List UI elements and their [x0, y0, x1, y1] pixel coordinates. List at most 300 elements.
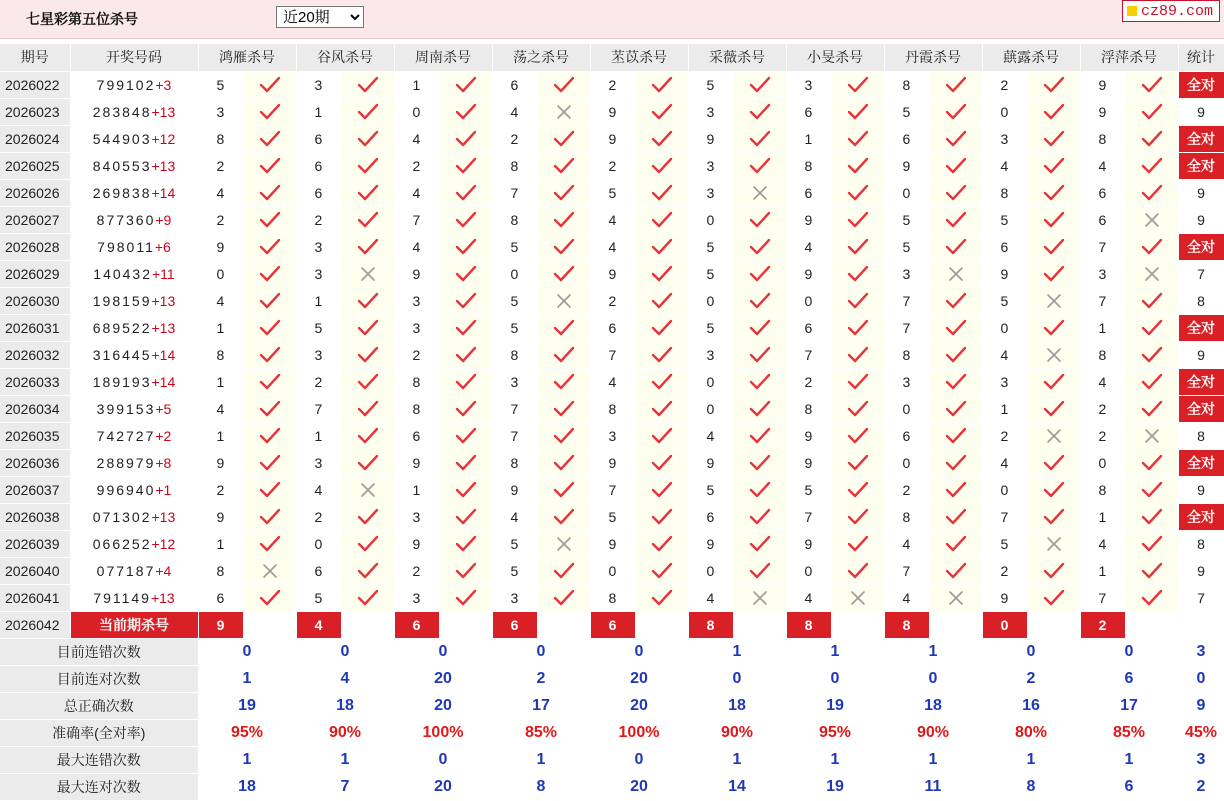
- result-mark-cell: [537, 314, 590, 341]
- cross-icon: [945, 589, 967, 607]
- result-mark-cell: [537, 395, 590, 422]
- check-icon: [1043, 508, 1065, 526]
- draw-extra: +13: [151, 292, 176, 309]
- result-mark-cell: [635, 125, 688, 152]
- kill-number-cell: 0: [688, 368, 733, 395]
- check-icon: [945, 373, 967, 391]
- draw-number-cell: [70, 179, 198, 206]
- result-mark-cell: [341, 260, 394, 287]
- draw-number-cell: [70, 287, 198, 314]
- cross-icon: [1043, 346, 1065, 364]
- table-row: [0, 503, 1224, 530]
- result-mark-cell: [733, 287, 786, 314]
- result-mark-cell: [439, 584, 492, 611]
- kill-number-cell: 6: [296, 125, 341, 152]
- result-mark-cell: [1027, 152, 1080, 179]
- kill-number-cell: 6: [884, 125, 929, 152]
- result-mark-cell: [733, 584, 786, 611]
- result-mark-cell: [635, 179, 688, 206]
- result-mark-cell: [929, 341, 982, 368]
- check-icon: [553, 400, 575, 418]
- result-mark-cell: [635, 287, 688, 314]
- check-icon: [259, 265, 281, 283]
- draw-number: 283848: [92, 103, 152, 120]
- kill-number-cell: 2: [394, 557, 439, 584]
- period-cell: 2026037: [0, 476, 70, 503]
- cross-icon: [357, 265, 379, 283]
- column-header-expert: 小旻杀号: [786, 44, 884, 71]
- result-mark-cell: [831, 584, 884, 611]
- result-mark-cell: [635, 71, 688, 98]
- kill-number-cell: 0: [982, 476, 1027, 503]
- stats-value: 1: [884, 746, 982, 773]
- kill-number-cell: 3: [982, 368, 1027, 395]
- stat-cell: 全对: [1178, 71, 1224, 98]
- result-mark-cell: [1125, 530, 1178, 557]
- check-icon: [847, 481, 869, 499]
- kill-number-cell: 4: [884, 530, 929, 557]
- result-mark-cell: [1027, 368, 1080, 395]
- result-mark-cell: [635, 395, 688, 422]
- kill-number-cell: 6: [590, 314, 635, 341]
- result-mark-cell: [733, 233, 786, 260]
- draw-number: 791149: [93, 589, 151, 606]
- kill-number-cell: 0: [492, 260, 537, 287]
- result-mark-cell: [243, 503, 296, 530]
- kill-number-cell: 3: [688, 341, 733, 368]
- kill-number-cell: 9: [1080, 98, 1125, 125]
- kill-number-cell: 5: [492, 314, 537, 341]
- result-mark-cell: [831, 260, 884, 287]
- check-icon: [553, 76, 575, 94]
- check-icon: [455, 589, 477, 607]
- kill-number-cell: 9: [394, 260, 439, 287]
- result-mark-cell: [1027, 260, 1080, 287]
- check-icon: [651, 535, 673, 553]
- stats-value: 20: [590, 665, 688, 692]
- kill-number-cell: 7: [590, 341, 635, 368]
- check-icon: [455, 481, 477, 499]
- kill-number-cell: 1: [1080, 557, 1125, 584]
- stats-value: 1: [198, 746, 296, 773]
- kill-number-cell: 8: [590, 584, 635, 611]
- kill-number-cell: 4: [1080, 368, 1125, 395]
- draw-number: 071302: [92, 508, 152, 525]
- check-icon: [259, 508, 281, 526]
- result-mark-cell: [929, 179, 982, 206]
- check-icon: [847, 292, 869, 310]
- stats-value: 19: [786, 773, 884, 800]
- result-mark-cell: [439, 287, 492, 314]
- draw-number-cell: [70, 395, 198, 422]
- stats-value: 18: [688, 692, 786, 719]
- kill-number-cell: 0: [590, 557, 635, 584]
- stats-value: 0: [982, 638, 1080, 665]
- kill-number-cell: 5: [688, 233, 733, 260]
- kill-number-cell: 3: [296, 233, 341, 260]
- kill-number-cell: 0: [198, 260, 243, 287]
- stat-cell: 全对: [1178, 152, 1224, 179]
- kill-number-cell: 9: [982, 260, 1027, 287]
- check-icon: [651, 481, 673, 499]
- result-mark-cell: [733, 314, 786, 341]
- stats-value: 7: [296, 773, 394, 800]
- check-icon: [259, 184, 281, 202]
- column-header-expert: 蕻露杀号: [982, 44, 1080, 71]
- column-header-expert: 谷风杀号: [296, 44, 394, 71]
- draw-extra: +4: [155, 562, 172, 579]
- check-icon: [651, 346, 673, 364]
- check-icon: [1043, 157, 1065, 175]
- stats-value: 0: [884, 665, 982, 692]
- result-mark-cell: [1125, 395, 1178, 422]
- kill-number-cell: 5: [688, 314, 733, 341]
- check-icon: [749, 76, 771, 94]
- kill-number-cell: 5: [982, 206, 1027, 233]
- result-mark-cell: [831, 287, 884, 314]
- draw-extra: +11: [152, 265, 175, 282]
- kill-number-cell: 6: [786, 314, 831, 341]
- stats-value: 14: [688, 773, 786, 800]
- check-icon: [651, 454, 673, 472]
- draw-number-cell: [70, 314, 198, 341]
- check-icon: [1141, 346, 1163, 364]
- result-mark-cell: [1027, 287, 1080, 314]
- kill-number-cell: 5: [884, 233, 929, 260]
- kill-number-cell: 1: [296, 422, 341, 449]
- check-icon: [259, 535, 281, 553]
- draw-number-cell: [70, 557, 198, 584]
- stat-cell: 全对: [1178, 233, 1224, 260]
- check-icon: [651, 589, 673, 607]
- result-mark-cell: [635, 449, 688, 476]
- check-icon: [357, 373, 379, 391]
- result-mark-cell: [439, 557, 492, 584]
- kill-number-cell: 2: [982, 557, 1027, 584]
- period-cell: 2026025: [0, 152, 70, 179]
- kill-number-cell: 6: [982, 233, 1027, 260]
- draw-extra: +6: [154, 238, 171, 255]
- kill-number-cell: 6: [296, 179, 341, 206]
- kill-number-cell: 7: [394, 206, 439, 233]
- result-mark-cell: [831, 476, 884, 503]
- check-icon: [357, 184, 379, 202]
- check-icon: [455, 562, 477, 580]
- kill-number-cell: 5: [590, 179, 635, 206]
- stats-value: 90%: [688, 719, 786, 746]
- result-mark-cell: [733, 341, 786, 368]
- current-kill-blank: [243, 611, 296, 638]
- check-icon: [847, 103, 869, 121]
- kill-number-cell: 4: [786, 584, 831, 611]
- check-icon: [1043, 76, 1065, 94]
- check-icon: [651, 157, 673, 175]
- result-mark-cell: [341, 449, 394, 476]
- check-icon: [651, 211, 673, 229]
- stats-value: 17: [1080, 692, 1178, 719]
- kill-number-cell: 2: [982, 422, 1027, 449]
- check-icon: [847, 508, 869, 526]
- check-icon: [455, 319, 477, 337]
- check-icon: [1043, 211, 1065, 229]
- kill-number-cell: 3: [198, 98, 243, 125]
- result-mark-cell: [243, 557, 296, 584]
- check-icon: [1043, 562, 1065, 580]
- kill-number-cell: 2: [394, 341, 439, 368]
- kill-number-cell: 6: [296, 152, 341, 179]
- draw-number: 840553: [92, 157, 152, 174]
- kill-number-cell: 4: [590, 233, 635, 260]
- table-row: [0, 314, 1224, 341]
- kill-number-cell: 8: [394, 368, 439, 395]
- period-cell: 2026022: [0, 71, 70, 98]
- check-icon: [455, 508, 477, 526]
- kill-number-cell: 7: [982, 503, 1027, 530]
- result-mark-cell: [1027, 179, 1080, 206]
- check-icon: [847, 346, 869, 364]
- check-icon: [749, 211, 771, 229]
- result-mark-cell: [439, 476, 492, 503]
- result-mark-cell: [439, 71, 492, 98]
- period-cell: 2026039: [0, 530, 70, 557]
- result-mark-cell: [929, 476, 982, 503]
- result-mark-cell: [439, 179, 492, 206]
- kill-number-cell: 9: [786, 422, 831, 449]
- current-kill-value: 6: [492, 611, 537, 638]
- kill-number-cell: 3: [394, 503, 439, 530]
- kill-number-cell: 9: [590, 98, 635, 125]
- kill-number-cell: 5: [492, 233, 537, 260]
- stats-label: 最大连对次数: [0, 773, 198, 800]
- column-header-expert: 丹霞杀号: [884, 44, 982, 71]
- result-mark-cell: [1027, 125, 1080, 152]
- current-kill-value: 2: [1080, 611, 1125, 638]
- table-row: [0, 287, 1224, 314]
- column-header-expert: 浮萍杀号: [1080, 44, 1178, 71]
- kill-number-cell: 6: [688, 503, 733, 530]
- check-icon: [749, 535, 771, 553]
- result-mark-cell: [831, 422, 884, 449]
- check-icon: [945, 535, 967, 553]
- check-icon: [553, 508, 575, 526]
- current-kill-blank: [635, 611, 688, 638]
- table-row: [0, 557, 1224, 584]
- check-icon: [455, 400, 477, 418]
- result-mark-cell: [1125, 287, 1178, 314]
- stats-value: 20: [394, 665, 492, 692]
- result-mark-cell: [537, 179, 590, 206]
- result-mark-cell: [733, 152, 786, 179]
- check-icon: [455, 454, 477, 472]
- check-icon: [553, 265, 575, 283]
- kill-number-cell: 1: [198, 314, 243, 341]
- draw-number: 316445: [92, 346, 152, 363]
- kill-number-cell: 8: [884, 341, 929, 368]
- check-icon: [259, 589, 281, 607]
- kill-number-cell: 7: [1080, 584, 1125, 611]
- draw-number-cell: [70, 422, 198, 449]
- check-icon: [1141, 454, 1163, 472]
- period-cell: 2026031: [0, 314, 70, 341]
- draw-extra: +12: [151, 535, 176, 552]
- period-cell: 2026033: [0, 368, 70, 395]
- check-icon: [259, 427, 281, 445]
- result-mark-cell: [831, 341, 884, 368]
- draw-number-cell: [70, 368, 198, 395]
- kill-number-cell: 1: [296, 287, 341, 314]
- check-icon: [847, 157, 869, 175]
- draw-number: 689522: [92, 319, 152, 336]
- period-cell: 2026032: [0, 341, 70, 368]
- result-mark-cell: [537, 125, 590, 152]
- result-mark-cell: [733, 395, 786, 422]
- result-mark-cell: [733, 557, 786, 584]
- current-kill-value: 8: [786, 611, 831, 638]
- stats-value: 1: [198, 665, 296, 692]
- current-kill-blank: [537, 611, 590, 638]
- result-mark-cell: [341, 368, 394, 395]
- stat-cell: 9: [1178, 98, 1224, 125]
- result-mark-cell: [733, 71, 786, 98]
- result-mark-cell: [341, 557, 394, 584]
- kill-number-cell: 9: [982, 584, 1027, 611]
- current-kill-blank: [439, 611, 492, 638]
- stats-row: [0, 692, 1224, 719]
- site-logo[interactable]: [1122, 0, 1220, 22]
- check-icon: [945, 427, 967, 445]
- cross-icon: [259, 562, 281, 580]
- result-mark-cell: [635, 584, 688, 611]
- kill-number-cell: 9: [198, 449, 243, 476]
- kill-number-cell: 8: [492, 341, 537, 368]
- check-icon: [749, 454, 771, 472]
- stats-value: 0: [786, 665, 884, 692]
- stats-total: 3: [1178, 746, 1224, 773]
- kill-number-cell: 5: [688, 71, 733, 98]
- result-mark-cell: [733, 179, 786, 206]
- result-mark-cell: [831, 557, 884, 584]
- check-icon: [651, 130, 673, 148]
- kill-number-cell: 3: [982, 125, 1027, 152]
- kill-number-cell: 3: [688, 98, 733, 125]
- check-icon: [553, 319, 575, 337]
- stats-value: 11: [884, 773, 982, 800]
- kill-number-cell: 6: [296, 557, 341, 584]
- kill-number-cell: 5: [786, 476, 831, 503]
- kill-number-cell: 4: [198, 287, 243, 314]
- stats-value: 2: [492, 665, 590, 692]
- stat-cell: 9: [1178, 341, 1224, 368]
- check-icon: [259, 130, 281, 148]
- stats-value: 0: [394, 638, 492, 665]
- check-icon: [1141, 238, 1163, 256]
- check-icon: [259, 346, 281, 364]
- result-mark-cell: [341, 125, 394, 152]
- logo-text: cz89.com: [1140, 2, 1213, 20]
- result-mark-cell: [1027, 530, 1080, 557]
- kill-number-cell: 0: [688, 395, 733, 422]
- kill-number-cell: 3: [394, 314, 439, 341]
- result-mark-cell: [831, 530, 884, 557]
- kill-number-cell: 4: [590, 206, 635, 233]
- result-mark-cell: [635, 314, 688, 341]
- check-icon: [553, 454, 575, 472]
- stats-total: 2: [1178, 773, 1224, 800]
- result-mark-cell: [243, 260, 296, 287]
- stats-label: 总正确次数: [0, 692, 198, 719]
- current-kill-value: 4: [296, 611, 341, 638]
- stats-row: [0, 746, 1224, 773]
- stats-value: 8: [982, 773, 1080, 800]
- stats-value: 1: [492, 746, 590, 773]
- column-header-stat: 统计: [1178, 44, 1224, 71]
- draw-number-cell: [70, 125, 198, 152]
- check-icon: [847, 373, 869, 391]
- stats-value: 1: [884, 638, 982, 665]
- check-icon: [847, 130, 869, 148]
- kill-number-cell: 9: [1080, 71, 1125, 98]
- result-mark-cell: [1125, 557, 1178, 584]
- kill-number-cell: 9: [688, 530, 733, 557]
- check-icon: [945, 562, 967, 580]
- kill-number-cell: 2: [492, 125, 537, 152]
- draw-number: 077187: [96, 562, 156, 579]
- cross-icon: [1043, 427, 1065, 445]
- kill-number-cell: 4: [198, 179, 243, 206]
- stats-value: 1: [688, 746, 786, 773]
- kill-number-cell: 4: [590, 368, 635, 395]
- stat-cell: 全对: [1178, 368, 1224, 395]
- kill-number-cell: 0: [296, 530, 341, 557]
- result-mark-cell: [1027, 476, 1080, 503]
- result-mark-cell: [929, 503, 982, 530]
- check-icon: [749, 103, 771, 121]
- result-mark-cell: [341, 233, 394, 260]
- result-mark-cell: [243, 422, 296, 449]
- period-select[interactable]: [276, 6, 364, 28]
- kill-number-cell: 3: [492, 584, 537, 611]
- kill-number-cell: 3: [884, 368, 929, 395]
- kill-number-cell: 8: [1080, 341, 1125, 368]
- check-icon: [749, 562, 771, 580]
- kill-number-cell: 1: [394, 71, 439, 98]
- result-mark-cell: [439, 152, 492, 179]
- result-mark-cell: [341, 152, 394, 179]
- result-mark-cell: [243, 584, 296, 611]
- kill-number-cell: 4: [296, 476, 341, 503]
- check-icon: [1141, 184, 1163, 202]
- draw-number-cell: [70, 260, 198, 287]
- current-period-cell: 2026042: [0, 611, 70, 638]
- kill-number-cell: 9: [786, 206, 831, 233]
- kill-number-cell: 3: [394, 287, 439, 314]
- draw-number: 742727: [96, 427, 156, 444]
- result-mark-cell: [341, 341, 394, 368]
- stats-row: [0, 665, 1224, 692]
- table-row: [0, 179, 1224, 206]
- current-kill-label: 当前期杀号: [70, 611, 198, 638]
- table-row: [0, 260, 1224, 287]
- check-icon: [847, 184, 869, 202]
- kill-number-cell: 4: [786, 233, 831, 260]
- cross-icon: [1141, 211, 1163, 229]
- kill-number-cell: 7: [884, 314, 929, 341]
- result-mark-cell: [929, 557, 982, 584]
- check-icon: [357, 319, 379, 337]
- check-icon: [259, 157, 281, 175]
- check-icon: [553, 589, 575, 607]
- check-icon: [357, 454, 379, 472]
